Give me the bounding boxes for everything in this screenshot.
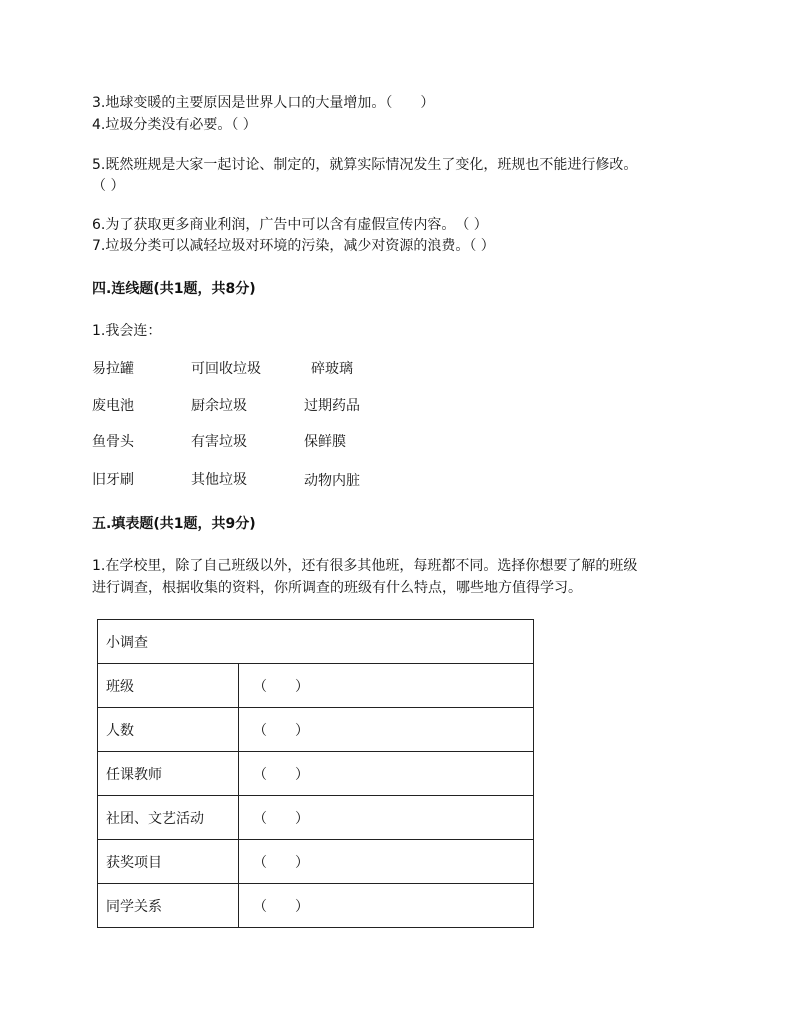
match-item: 旧牙刷 [92, 472, 134, 488]
table-row [98, 664, 534, 708]
table-label: 同学关系 [98, 884, 239, 928]
match-item: 易拉罐 [92, 361, 134, 377]
table-title: 小调查 [98, 620, 534, 664]
table-label: 班级 [98, 664, 239, 708]
question-7: 7.垃圾分类可以减轻垃圾对环境的污染，减少对资源的浪费。（ ） [92, 238, 495, 254]
section-5-heading: 五.填表题(共1题，共9分) [92, 516, 256, 532]
table-answer-blank[interactable]: （ ） [239, 796, 534, 840]
table-answer-blank[interactable]: （ ） [239, 664, 534, 708]
match-category: 厨余垃圾 [191, 398, 247, 414]
match-category: 有害垃圾 [191, 434, 247, 450]
section-5-question-line1: 1.在学校里，除了自己班级以外，还有很多其他班，每班都不同。选择你想要了解的班级 [92, 558, 638, 574]
table-label: 任课教师 [98, 752, 239, 796]
table-answer-blank[interactable]: （ ） [239, 884, 534, 928]
question-5: 5.既然班规是大家一起讨论、制定的，就算实际情况发生了变化，班规也不能进行修改。 [92, 157, 638, 173]
table-row [98, 884, 534, 928]
table-row [98, 708, 534, 752]
table-answer-blank[interactable]: （ ） [239, 840, 534, 884]
table-answer-blank[interactable]: （ ） [239, 708, 534, 752]
survey-table [97, 619, 534, 928]
match-item: 碎玻璃 [311, 361, 353, 377]
table-label: 获奖项目 [98, 840, 239, 884]
match-category: 可回收垃圾 [191, 361, 261, 377]
match-item: 过期药品 [304, 398, 360, 414]
table-row [98, 796, 534, 840]
question-5-answer: （ ） [92, 178, 125, 194]
table-row [98, 840, 534, 884]
table-label: 社团、文艺活动 [98, 796, 239, 840]
match-category: 其他垃圾 [191, 472, 247, 488]
table-label: 人数 [98, 708, 239, 752]
table-title-row [98, 620, 534, 664]
table-answer-blank[interactable]: （ ） [239, 752, 534, 796]
question-6: 6.为了获取更多商业利润，广告中可以含有虚假宣传内容。 （ ） [92, 217, 488, 233]
question-4: 4.垃圾分类没有必要。（ ） [92, 117, 257, 133]
match-item: 鱼骨头 [92, 434, 134, 450]
section-5-question-line2: 进行调查，根据收集的资料，你所调查的班级有什么特点，哪些地方值得学习。 [92, 580, 582, 596]
match-item: 动物内脏 [304, 473, 360, 489]
section-4-heading: 四.连线题(共1题，共8分) [92, 281, 256, 297]
match-item: 保鲜膜 [304, 434, 346, 450]
question-3: 3.地球变暖的主要原因是世界人口的大量增加。（ ） [92, 95, 435, 111]
table-row [98, 752, 534, 796]
section-4-question: 1.我会连： [92, 323, 162, 339]
match-item: 废电池 [92, 398, 134, 414]
